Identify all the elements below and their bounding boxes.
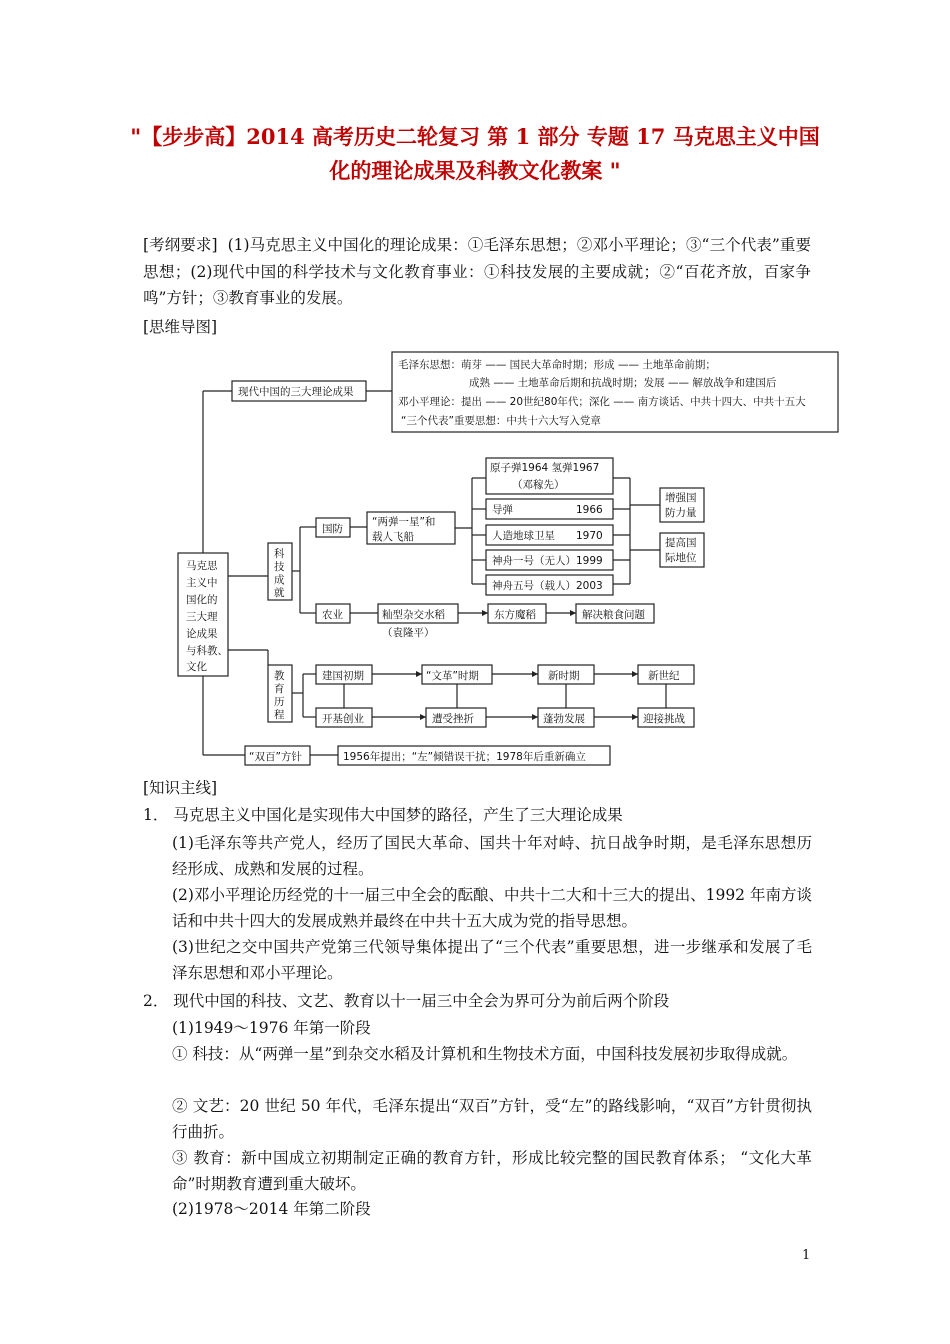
edu-top-text-3: 新时期 [548,670,580,682]
main-line-item-1: 1． 马克思主义中国化是实现伟大中国梦的路径，产生了三大理论成果 [143,806,623,824]
requirements-label: [考纲要求] [143,236,218,254]
tech-text-3: 成 [274,574,285,586]
main-line-label: [知识主线] [143,779,218,797]
effect-1-line-1: 增强国 [665,492,697,504]
stage1-tech: ① 科技：从“两弹一星”到杂交水稻及计算机和生物技术方面，中国科技发展初步取得成就。 [172,1045,798,1063]
satellite-year: 1970 [576,530,603,542]
stage-1-heading: (1)1949～1976 年第一阶段 [172,1019,371,1037]
shuangbai-text: “双百”方针 [249,751,302,763]
edu-text-2: 育 [274,683,285,695]
arrow-head [482,610,488,616]
main-line-item-2: 2． 现代中国的科技、文艺、教育以十一届三中全会为界可分为前后两个阶段 [143,992,670,1010]
edu-top-text-4: 新世纪 [648,670,680,682]
theory-line-2: 成熟 —— 土地革命后期和抗战时期；发展 —— 解放战争和建国后 [469,377,777,389]
yuan-longping-text: （袁隆平） [382,627,435,639]
edu-top-text-2: “文革”时期 [426,670,479,682]
oriental-rice-text: 东方魔稻 [494,609,536,621]
arrow-head [532,671,538,677]
arrow-head [570,610,576,616]
theory-branch-text: 现代中国的三大理论成果 [238,386,354,398]
arrow-head [416,671,422,677]
rice-text: 籼型杂交水稻 [382,609,445,621]
root-text-4: 三大理 [186,611,218,623]
agriculture-text: 农业 [322,609,343,621]
missile-text: 导弹 [492,504,513,516]
root-text-2: 主义中 [186,577,218,589]
arrow-head [420,714,426,720]
tech-text-1: 科 [274,548,285,560]
item1-sub-2: (2)邓小平理论历经党的十一届三中全会的酝酿、中共十二大和十三大的提出、1992 年南方谈话和中共十四大的发展成熟并最终在中共十五大成为党的指导思想。 [172,886,812,930]
theory-line-1: 毛泽东思想：萌芽 —— 国民大革命时期；形成 —— 土地革命前期； [398,359,716,371]
page-number: 1 [802,1248,811,1263]
theory-line-4: “三个代表”重要思想：中共十六大写入党章 [401,415,601,427]
arrow-head [632,714,638,720]
shenzhou1-text: 神舟一号（无人）1999 [492,555,603,567]
edu-bottom-text-3: 蓬勃发展 [543,713,585,725]
edu-text-4: 程 [274,709,285,721]
edu-bottom-text-1: 开基创业 [322,713,364,725]
document-title-line-2: 化的理论成果及科教文化教案 " [329,158,621,183]
effect-2-line-2: 际地位 [665,552,697,564]
atomic-bomb-text: 原子弹1964 氢弹1967 [490,462,600,474]
effect-1-line-2: 防力量 [665,507,697,519]
root-text-1: 马克思 [186,560,218,572]
food-text: 解决粮食问题 [582,609,645,621]
theory-line-3: 邓小平理论：提出 —— 20世纪80年代；深化 —— 南方谈话、中共十四大、中共十五大 [398,396,806,408]
edu-top-text-1: 建国初期 [322,670,364,682]
root-text-7: 文化 [186,661,207,673]
item1-sub-3: (3)世纪之交中国共产党第三代领导集体提出了“三个代表”重要思想，进一步继承和发展了毛泽东思想和邓小平理论。 [172,938,812,982]
defense-text: 国防 [322,523,343,535]
root-text-5: 论成果 [186,628,218,640]
edu-text-1: 教 [274,670,285,682]
edu-bottom-text-2: 遭受挫折 [432,713,474,725]
edu-text-3: 历 [274,696,285,708]
document-title-line-1: "【步步高】2014 高考历史二轮复习 第 1 部分 专题 17 马克思主义中国 [130,124,820,149]
root-text-3: 国化的 [186,594,218,606]
requirements-text: (1)马克思主义中国化的理论成果：①毛泽东思想；②邓小平理论；③“三个代表”重要思想；(2)现代中国的科学技术与文化教育事业：①科技发展的主要成就；②“百花齐放，百家争鸣”方针；③教育事业的发展。 [143,236,811,307]
missile-year: 1966 [576,504,603,516]
two-bombs-text-2: 载人飞船 [372,531,414,543]
effect-2-line-1: 提高国 [665,537,697,549]
satellite-text: 人造地球卫星 [492,530,555,542]
item1-sub-1: (1)毛泽东等共产党人，经历了国民大革命、国共十年对峙、抗日战争时期，是毛泽东思想历经形成、成熟和发展的过程。 [172,834,812,878]
tech-text-2: 技 [274,561,285,573]
tech-text-4: 就 [274,587,285,599]
deng-jiaxian-text: （邓稼先） [512,479,565,491]
stage1-education: ③ 教育：新中国成立初期制定正确的教育方针，形成比较完整的国民教育体系； “文化大革命”时期教育遭到重大破坏。 [172,1149,812,1193]
stage1-arts: ② 文艺：20 世纪 50 年代，毛泽东提出“双百”方针，受“左”的路线影响，“双百”方针贯彻执行曲折。 [172,1097,812,1141]
stage-2-heading: (2)1978～2014 年第二阶段 [172,1200,371,1218]
arrow-head [532,714,538,720]
root-text-6: 与科教、 [186,645,228,657]
shuangbai-detail-text: 1956年提出；“左”倾错误干扰；1978年后重新确立 [343,751,586,763]
mindmap-label: [思维导图] [143,318,218,336]
two-bombs-text-1: “两弹一星”和 [372,516,436,528]
shenzhou5-text: 神舟五号（载人）2003 [492,580,603,592]
edu-bottom-text-4: 迎接挑战 [643,713,685,725]
arrow-head [632,671,638,677]
